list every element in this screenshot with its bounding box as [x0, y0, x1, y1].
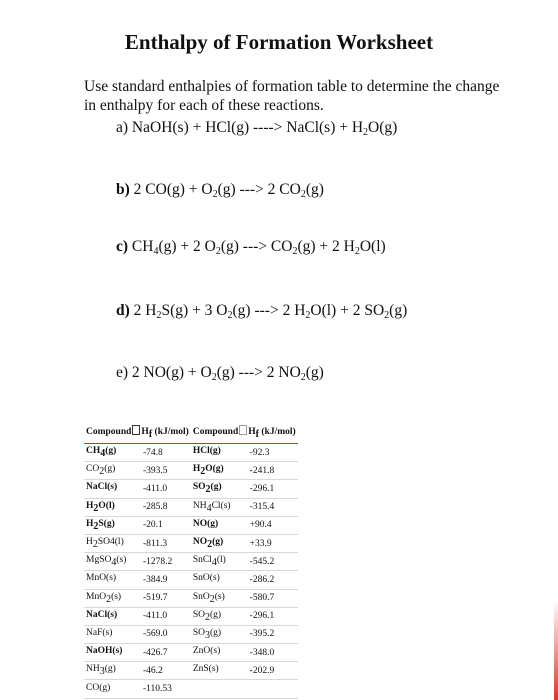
- enthalpy-value: -74.8: [141, 444, 191, 462]
- compound-text: MnO: [86, 591, 107, 602]
- equation-text: O(g): [368, 119, 398, 136]
- enthalpy-table: [84, 424, 298, 699]
- subscript: 4: [153, 246, 159, 257]
- compound-text: (s): [111, 591, 122, 602]
- table-body: [84, 444, 298, 699]
- compound-text: H: [86, 518, 94, 529]
- table-row: [84, 571, 298, 589]
- enthalpy-value: -348.0: [248, 644, 298, 662]
- subscript: 2: [207, 539, 213, 551]
- compound-cell: [191, 444, 248, 462]
- subscript: 2: [205, 611, 210, 623]
- table-header-right: [191, 424, 298, 444]
- compound-text: SO: [192, 627, 205, 638]
- subscript: 2: [215, 246, 221, 257]
- compound-cell: [191, 498, 248, 516]
- table-row: [84, 553, 298, 571]
- compound-cell: [84, 662, 141, 680]
- equation-text: (g): [389, 302, 408, 319]
- compound-cell: [84, 480, 141, 498]
- table-row: [84, 680, 298, 698]
- subscript: 2: [211, 372, 217, 383]
- subscript: 3: [99, 666, 105, 678]
- equation-text: (g) ---> 2 H: [232, 302, 306, 319]
- table-row: [84, 462, 298, 480]
- subscript: 2: [99, 466, 105, 478]
- enthalpy-value: +90.4: [248, 516, 298, 534]
- compound-text: SO4(l): [97, 537, 124, 548]
- enthalpy-value: -426.7: [141, 644, 191, 662]
- compound-cell: [84, 444, 141, 462]
- header-unit-2: (kJ/mol): [259, 427, 296, 437]
- compound-text: (g): [210, 609, 222, 620]
- subscript: 2: [300, 189, 306, 200]
- compound-text: HCl(g): [192, 446, 221, 457]
- compound-text: SnO(s): [192, 573, 220, 584]
- enthalpy-value: -20.1: [141, 516, 191, 534]
- reaction-e: [116, 364, 324, 383]
- compound-text: (g): [105, 446, 117, 457]
- compound-text: SO: [192, 482, 206, 493]
- header-h: H: [141, 427, 149, 437]
- enthalpy-value: [248, 680, 298, 698]
- enthalpy-value: -285.8: [141, 498, 191, 516]
- compound-cell: [191, 607, 248, 625]
- compound-text: (s): [116, 555, 127, 566]
- subscript: 2: [93, 502, 99, 514]
- equation-text: NaOH(s) + HCl(g) ----> NaCl(s) + H: [131, 119, 364, 136]
- subscript: 2: [384, 310, 390, 321]
- compound-cell: [84, 553, 141, 571]
- table-row: [84, 589, 298, 607]
- equation-text: 2 NO(g) + O: [131, 364, 212, 381]
- compound-cell: [191, 680, 248, 698]
- equation-text: CH: [131, 238, 154, 255]
- instructions: Use standard enthalpies of formation table to determine the change in enthalpy for each of these reactions.: [84, 78, 500, 114]
- compound-cell: [191, 553, 248, 571]
- table-row: [84, 480, 298, 498]
- compound-cell: [191, 534, 248, 552]
- subscript: 4: [206, 502, 212, 514]
- compound-text: NaF(s): [86, 627, 113, 638]
- table-row: [84, 625, 298, 643]
- enthalpy-value: -580.7: [248, 589, 298, 607]
- enthalpy-value: -545.2: [248, 553, 298, 571]
- enthalpy-value: -411.0: [141, 607, 191, 625]
- compound-text: O(l): [98, 500, 115, 511]
- subscript: 2: [205, 484, 211, 496]
- compound-text: Cl(s): [211, 500, 231, 511]
- equation-text: O(l): [359, 238, 386, 255]
- compound-text: NH: [86, 664, 100, 675]
- equation-text: (g) + 2 O: [158, 238, 216, 255]
- subscript: 4: [111, 557, 117, 569]
- compound-text: (g): [210, 482, 222, 493]
- equation-text: (g): [305, 181, 324, 198]
- enthalpy-value: -569.0: [141, 625, 191, 643]
- compound-text: NO: [192, 537, 208, 548]
- equation-text: (g) ---> 2 CO: [217, 181, 301, 198]
- subscript: 2: [156, 310, 162, 321]
- subscript: 4: [100, 448, 106, 460]
- enthalpy-value: -315.4: [248, 498, 298, 516]
- compound-cell: [191, 644, 248, 662]
- delta-box-icon: [239, 425, 247, 435]
- subscript: 2: [305, 310, 311, 321]
- compound-text: MgSO: [86, 555, 112, 566]
- compound-text: (g): [212, 537, 224, 548]
- equation-text: (g) ---> 2 NO: [216, 364, 301, 381]
- compound-text: S(g): [98, 518, 115, 529]
- compound-text: ZnO(s): [192, 646, 221, 657]
- page-title: Enthalpy of Formation Worksheet: [124, 30, 434, 54]
- subscript: 2: [300, 372, 306, 383]
- compound-cell: [84, 462, 141, 480]
- subscript: 2: [292, 246, 298, 257]
- enthalpy-value: -46.2: [141, 662, 191, 680]
- table-row: [84, 534, 298, 552]
- enthalpy-value: -110.53: [141, 680, 191, 698]
- subscript: 2: [212, 189, 218, 200]
- subscript: 2: [209, 593, 215, 605]
- reaction-label: a): [116, 119, 129, 136]
- reaction-d: [116, 302, 407, 321]
- enthalpy-value: -202.9: [248, 662, 298, 680]
- enthalpy-value: -241.8: [248, 462, 298, 480]
- compound-text: NaCl(s): [86, 609, 118, 620]
- table-row: [84, 498, 298, 516]
- compound-text: SnO: [192, 591, 210, 602]
- equation-text: 2 H: [133, 302, 157, 319]
- subscript: 2: [200, 466, 206, 478]
- compound-text: ZnS(s): [192, 664, 219, 675]
- compound-cell: [191, 589, 248, 607]
- compound-cell: [84, 625, 141, 643]
- subscript: 2: [354, 246, 360, 257]
- table-row: [84, 516, 298, 534]
- enthalpy-value: -411.0: [141, 480, 191, 498]
- enthalpy-value: -519.7: [141, 589, 191, 607]
- equation-text: (g): [305, 364, 324, 381]
- compound-text: SnCl: [192, 555, 212, 566]
- enthalpy-value: -92.3: [248, 444, 298, 462]
- enthalpy-value: -384.9: [141, 571, 191, 589]
- equation-text: O(l) + 2 SO: [310, 302, 385, 319]
- reaction-label: c): [116, 238, 129, 255]
- compound-text: SO: [192, 609, 205, 620]
- compound-text: (s): [214, 591, 225, 602]
- header-unit: (kJ/mol): [152, 427, 189, 437]
- enthalpy-value: -296.1: [248, 480, 298, 498]
- enthalpy-value: +33.9: [248, 534, 298, 552]
- reaction-label: e): [116, 364, 129, 381]
- reaction-c: [116, 238, 386, 257]
- compound-text: CO(g): [86, 682, 111, 693]
- subscript: 2: [227, 310, 233, 321]
- equation-text: (g) ---> CO: [220, 238, 293, 255]
- table-row: [84, 607, 298, 625]
- compound-text: NO(g): [192, 518, 219, 529]
- compound-cell: [191, 571, 248, 589]
- reaction-label: d): [116, 302, 130, 319]
- table-row: [84, 644, 298, 662]
- compound-cell: [84, 607, 141, 625]
- compound-text: NH: [192, 500, 207, 511]
- subscript: 4: [211, 557, 217, 569]
- compound-text: NaCl(s): [86, 482, 118, 493]
- equation-text: 2 CO(g) + O: [133, 181, 213, 198]
- compound-text: (l): [216, 555, 226, 566]
- delta-box-icon: [132, 425, 140, 435]
- reaction-a: [116, 119, 397, 138]
- compound-text: H: [86, 537, 93, 548]
- equation-text: S(g) + 3 O: [161, 302, 228, 319]
- subscript: 2: [93, 520, 99, 532]
- compound-text: CO: [86, 464, 100, 475]
- enthalpy-value: -286.2: [248, 571, 298, 589]
- compound-cell: [191, 462, 248, 480]
- header-compound: Compound: [86, 427, 132, 437]
- enthalpy-value: -296.1: [248, 607, 298, 625]
- compound-cell: [84, 571, 141, 589]
- compound-cell: [84, 680, 141, 698]
- equation-text: (g) + 2 H: [297, 238, 355, 255]
- compound-text: (g): [104, 664, 116, 675]
- compound-text: (g): [210, 627, 222, 638]
- header-compound-2: Compound: [192, 427, 239, 437]
- compound-cell: [191, 625, 248, 643]
- compound-cell: [191, 480, 248, 498]
- compound-text: O(g): [205, 464, 224, 475]
- page-edge-decoration: [554, 600, 558, 700]
- enthalpy-value: -395.2: [248, 625, 298, 643]
- reaction-b: [116, 181, 324, 200]
- table-row: [84, 662, 298, 680]
- subscript: 3: [205, 629, 210, 641]
- compound-text: NaOH(s): [86, 646, 123, 657]
- reaction-label: b): [116, 181, 130, 198]
- compound-cell: [84, 644, 141, 662]
- table-header-row: [84, 424, 298, 444]
- compound-text: H: [86, 500, 94, 511]
- compound-text: H: [192, 464, 201, 475]
- subscript: 2: [106, 593, 112, 605]
- compound-text: (g): [104, 464, 116, 475]
- header-f: f: [148, 429, 153, 440]
- subscript: 2: [92, 539, 98, 551]
- compound-text: CH: [86, 446, 101, 457]
- subscript: 2: [363, 127, 369, 138]
- table-header-left: [84, 424, 191, 444]
- enthalpy-value: -1278.2: [141, 553, 191, 571]
- compound-cell: [84, 589, 141, 607]
- header-f-2: f: [255, 429, 259, 440]
- enthalpy-value: -393.5: [141, 462, 191, 480]
- table-row: [84, 444, 298, 462]
- enthalpy-value: -811.3: [141, 534, 191, 552]
- compound-cell: [84, 516, 141, 534]
- compound-text: MnO(s): [86, 573, 117, 584]
- header-h-2: H: [248, 427, 256, 437]
- compound-cell: [84, 534, 141, 552]
- compound-cell: [191, 516, 248, 534]
- compound-cell: [191, 662, 248, 680]
- compound-cell: [84, 498, 141, 516]
